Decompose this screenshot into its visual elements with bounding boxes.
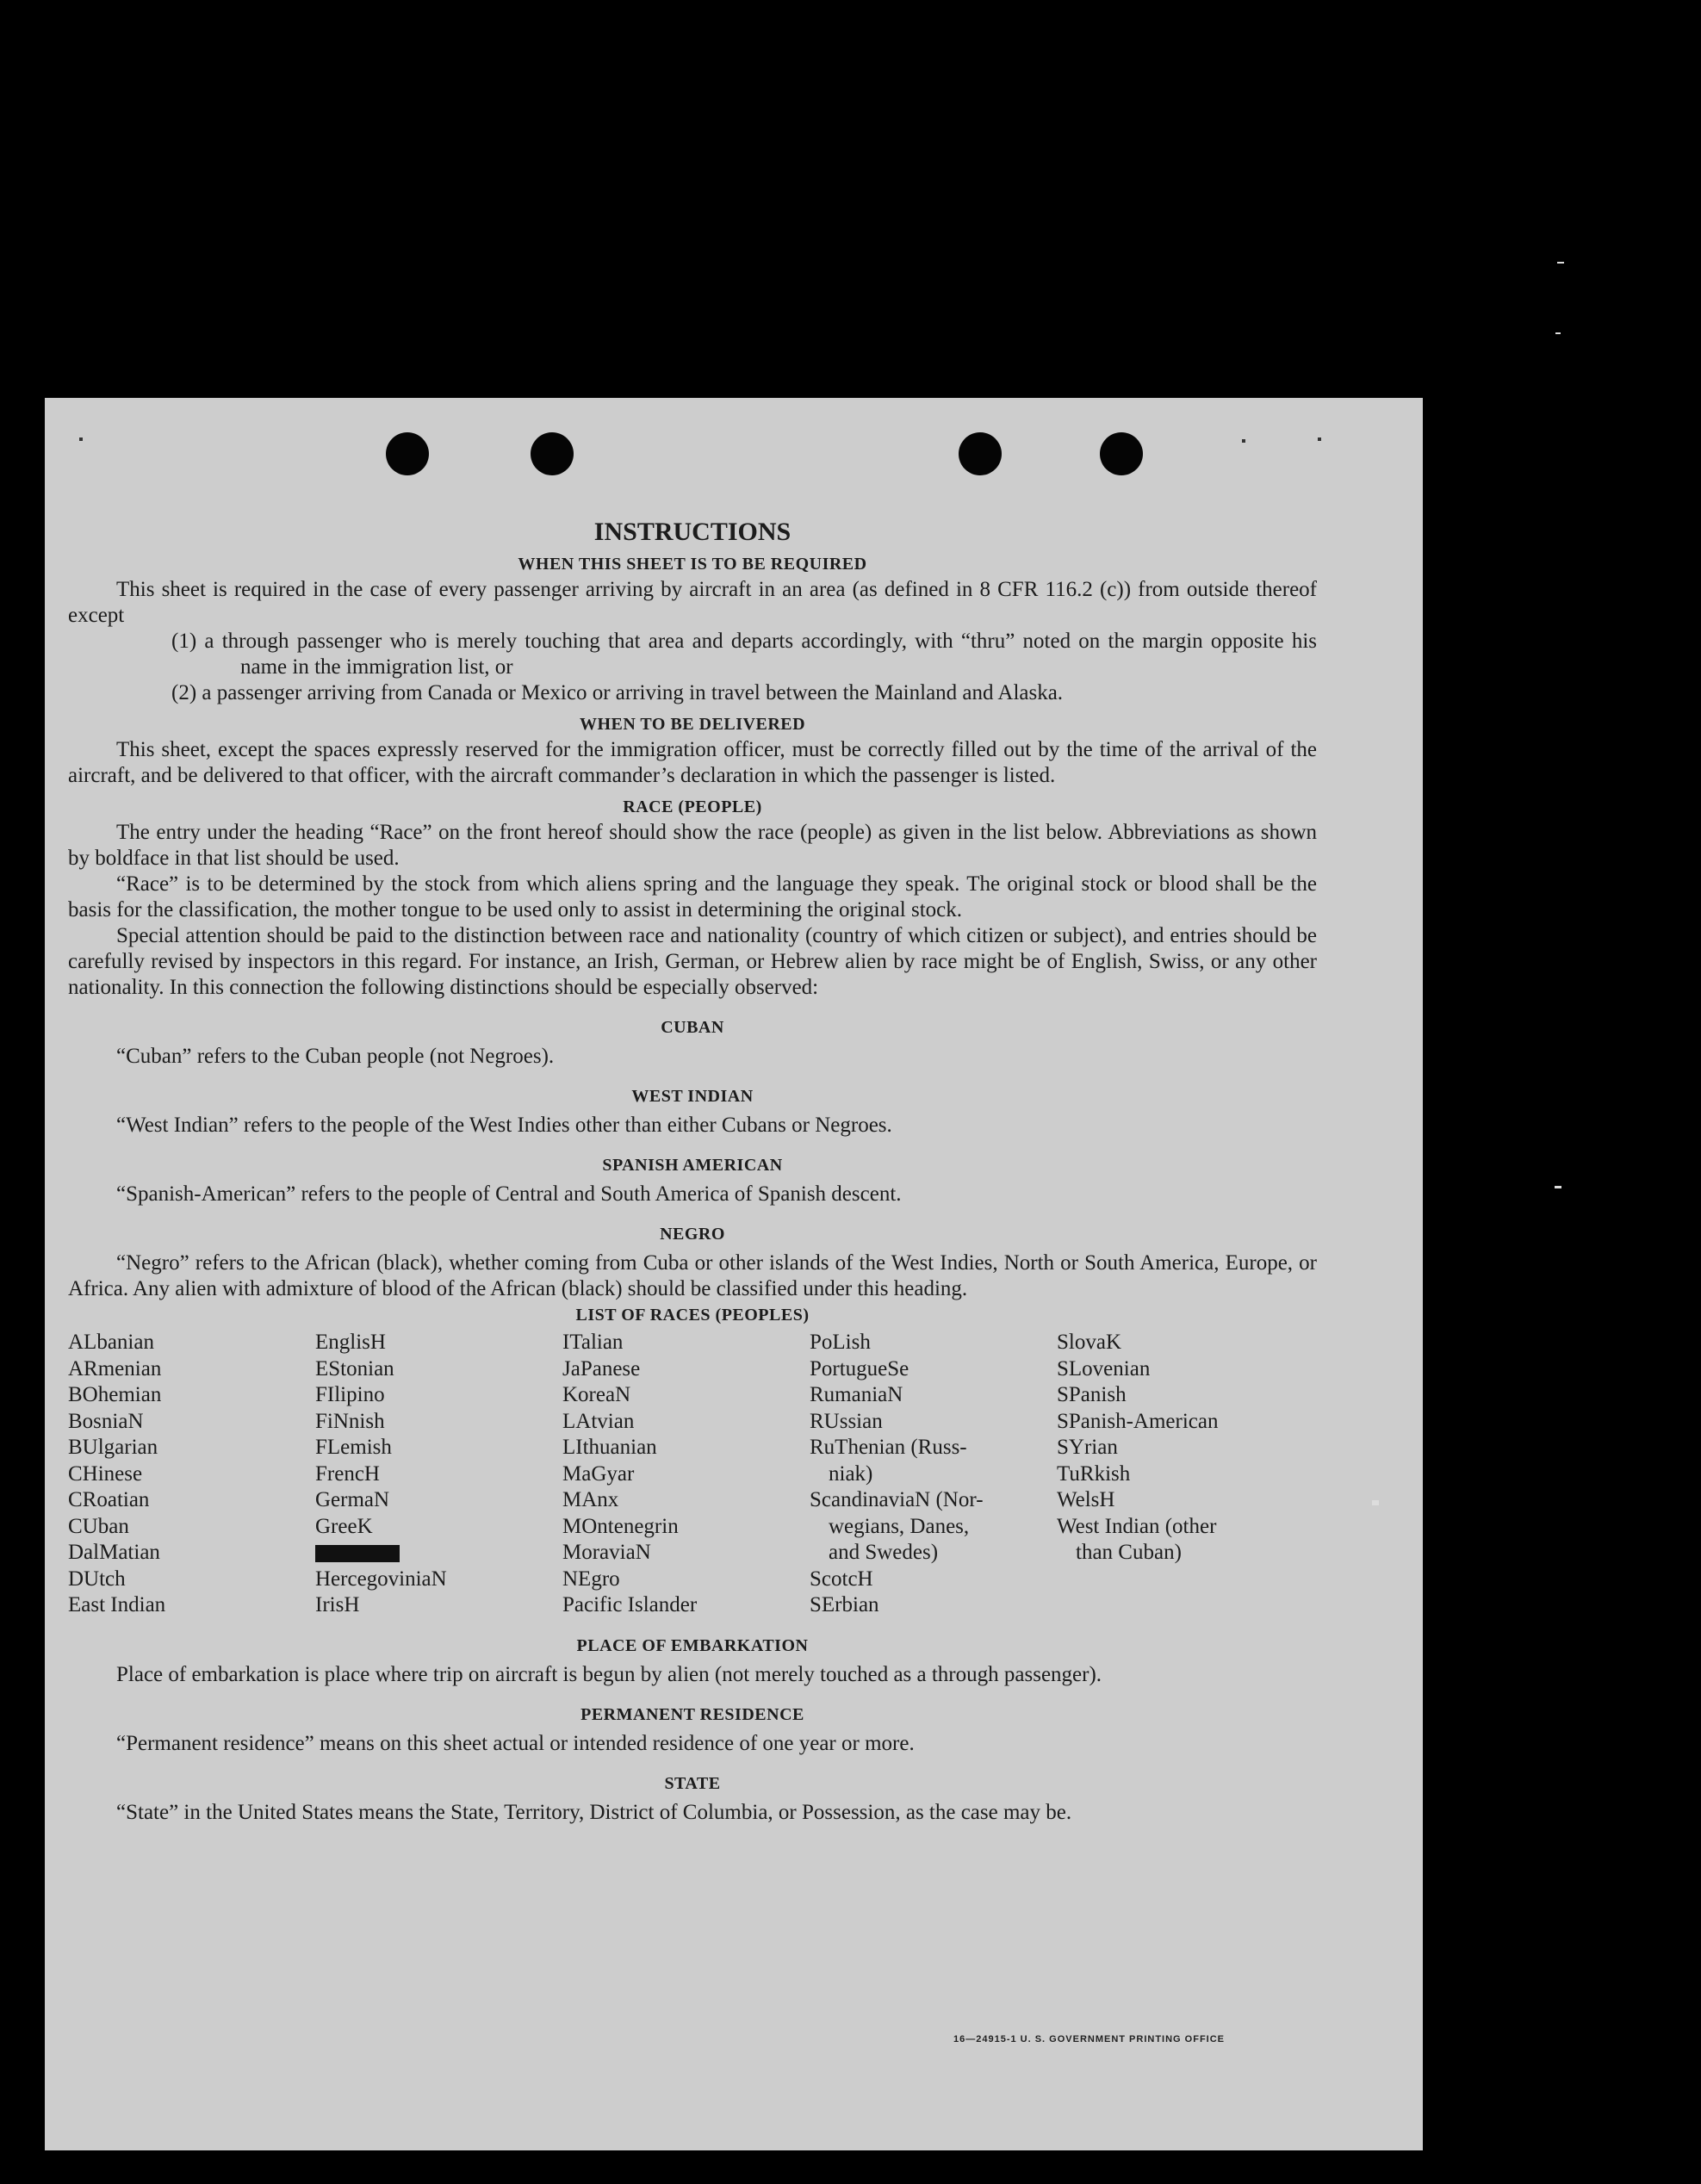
scan-speck [1555, 332, 1561, 334]
race-item: WelsH [1057, 1488, 1115, 1511]
races-column-2 [315, 1330, 562, 1619]
race-item: MOntenegrin [562, 1514, 679, 1538]
race-item: CRoatian [68, 1488, 150, 1511]
section-heading: RACE (PEOPLE) [623, 797, 762, 816]
race-item: BUlgarian [68, 1436, 158, 1459]
race-item: Pacific Islander [562, 1593, 698, 1616]
race-item: CUban [68, 1514, 129, 1538]
race-item: East Indian [68, 1593, 166, 1616]
race-item: JaPanese [562, 1356, 641, 1381]
race-item: LAtvian [562, 1409, 635, 1433]
race-item: LIthuanian [562, 1436, 657, 1459]
paragraph: This sheet, except the spaces expressly reserved for the immigration officer, must be correctly filled out by the time of the arrival of the aircraft, and be delivered to that officer, with the aircraft commander’s declaration in which the passenger is listed. [68, 738, 1317, 787]
race-item: SErbian [810, 1593, 879, 1616]
race-item: than Cuban) [1076, 1541, 1182, 1564]
paragraph: The entry under the heading “Race” on the front hereof should show the race (people) as given in the list below. Abbreviations as shown by boldface in that list should be used. [68, 821, 1317, 870]
races-column-5 [1057, 1330, 1304, 1619]
punch-hole [531, 432, 574, 475]
scan-speck [1242, 439, 1245, 443]
race-item: IrisH [315, 1593, 360, 1616]
race-item: FIlipino [315, 1383, 385, 1406]
race-item: DUtch [68, 1567, 126, 1591]
scan-speck [1557, 262, 1564, 264]
race-item: SPanish-American [1057, 1409, 1219, 1433]
race-item: SPanish [1057, 1383, 1127, 1406]
page-title: INSTRUCTIONS [593, 518, 792, 546]
race-item: KoreaN [562, 1383, 631, 1406]
section-heading: WHEN TO BE DELIVERED [579, 715, 806, 734]
race-item: GreeK [315, 1514, 373, 1538]
races-column-1 [68, 1330, 315, 1619]
paragraph: Place of embarkation is place where trip on aircraft is begun by alien (not merely touched as a through passenger). [116, 1662, 1102, 1686]
scan-speck [1555, 1186, 1561, 1188]
race-item: BosniaN [68, 1409, 144, 1433]
race-item: ScotcH [810, 1567, 873, 1591]
list-item: (1) a through passenger who is merely touching that area and departs accordingly, with “thru” noted on the margin opposite his name in the immigration list, or [171, 630, 1317, 679]
paragraph: “Cuban” refers to the Cuban people (not Negroes). [116, 1045, 555, 1068]
document-page [45, 398, 1423, 2150]
paragraph: “Permanent residence” means on this sheet actual or intended residence of one year or more. [116, 1731, 915, 1755]
race-item: DalMatian [68, 1541, 160, 1564]
section-heading: CUBAN [661, 1018, 724, 1037]
race-item: MAnx [562, 1488, 619, 1511]
race-item: niak) [829, 1461, 873, 1486]
race-item: BOhemian [68, 1383, 162, 1406]
section-heading: WEST INDIAN [631, 1087, 754, 1106]
redacted-entry [315, 1540, 562, 1567]
paragraph: “Spanish-American” refers to the people of Central and South America of Spanish descent. [116, 1182, 902, 1206]
race-item: ARmenian [68, 1356, 162, 1381]
race-item: FLemish [315, 1436, 392, 1459]
race-item: SlovaK [1057, 1331, 1121, 1354]
paragraph: This sheet is required in the case of every passenger arriving by aircraft in an area (as defined in 8 CFR 116.2 (c)) from outside thereof except [68, 578, 1317, 627]
section-heading: STATE [664, 1773, 721, 1793]
race-item: GermaN [315, 1488, 390, 1511]
races-column-4 [810, 1330, 1057, 1619]
section-heading: WHEN THIS SHEET IS TO BE REQUIRED [518, 555, 867, 574]
paragraph: “West Indian” refers to the people of the West Indies other than either Cubans or Negroes. [116, 1114, 892, 1137]
race-item: PoLish [810, 1331, 871, 1354]
paragraph: Special attention should be paid to the distinction between race and nationality (country of which citizen or subject), and entries should be carefully revised by inspectors in this regard. For instance, an Irish, German, or Hebrew alien by race might be of English, Swiss, or any other nationality. In this connection the following distinctions should be especially observed: [68, 924, 1317, 999]
race-item: ITalian [562, 1331, 624, 1354]
races-column-3 [562, 1330, 810, 1619]
race-item: TuRkish [1057, 1461, 1131, 1486]
race-item: RumaniaN [810, 1383, 903, 1406]
list-item: (2) a passenger arriving from Canada or Mexico or arriving in travel between the Mainland and Alaska. [171, 681, 1064, 704]
section-heading: LIST OF RACES (PEOPLES) [575, 1306, 810, 1325]
race-item: CHinese [68, 1461, 143, 1486]
scan-speck [1318, 437, 1321, 441]
race-item: MoraviaN [562, 1541, 651, 1564]
race-item: wegians, Danes, [829, 1514, 970, 1538]
race-item: HercegoviniaN [315, 1567, 447, 1591]
race-item: ScandinaviaN (Nor- [810, 1488, 984, 1511]
race-item: NEgro [562, 1567, 620, 1591]
section-heading: PLACE OF EMBARKATION [576, 1635, 809, 1655]
race-item: RUssian [810, 1409, 883, 1433]
race-item: SYrian [1057, 1436, 1118, 1459]
paragraph: “Negro” refers to the African (black), whether coming from Cuba or other islands of the West Indies, North or South America, Europe, or Africa. Any alien with admixture of blood of the African (black) should be classified under this heading. [68, 1251, 1317, 1300]
race-item: ALbanian [68, 1331, 154, 1354]
race-item: EStonian [315, 1356, 394, 1381]
section-heading: PERMANENT RESIDENCE [580, 1704, 804, 1724]
race-item: PortugueSe [810, 1356, 909, 1381]
scan-speck [1372, 1500, 1379, 1505]
paragraph: “Race” is to be determined by the stock from which aliens spring and the language they speak. The original stock or blood shall be the basis for the classification, the mother tongue to be used only to assist in determining the original stock. [68, 872, 1317, 921]
race-item: and Swedes) [829, 1541, 939, 1564]
races-list [68, 1330, 1317, 1619]
section-heading: SPANISH AMERICAN [602, 1156, 783, 1175]
instructions-text [68, 517, 1317, 1826]
printer-imprint: 16—24915-1 U. S. GOVERNMENT PRINTING OFFICE [953, 2034, 1226, 2044]
race-item: FiNnish [315, 1409, 385, 1433]
redaction-mark [315, 1545, 400, 1562]
punch-hole [386, 432, 429, 475]
race-item: MaGyar [562, 1461, 635, 1486]
section-heading: NEGRO [660, 1225, 725, 1244]
race-item: EnglisH [315, 1331, 386, 1354]
paragraph: “State” in the United States means the State, Territory, District of Columbia, or Possession, as the case may be. [116, 1800, 1072, 1824]
race-item: SLovenian [1057, 1356, 1151, 1381]
punch-hole [1100, 432, 1143, 475]
punch-hole [959, 432, 1002, 475]
race-item: West Indian (other [1057, 1514, 1217, 1538]
scan-speck [79, 437, 83, 441]
race-item: RuThenian (Russ- [810, 1436, 967, 1459]
race-item: FrencH [315, 1461, 380, 1486]
